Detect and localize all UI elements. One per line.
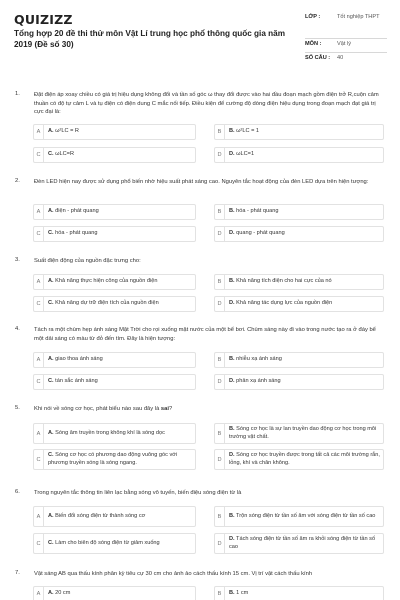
option-letter: A bbox=[34, 424, 44, 443]
question-text bbox=[34, 405, 384, 414]
option-label: C. bbox=[48, 451, 54, 458]
option-letter: C bbox=[34, 297, 44, 311]
question-text: Đặt điện áp xoay chiều có giá trị hiệu dụng không đổi và tần số góc ω thay đổi được vào hai đầu đoạn mạch gồm điện trở R,cuộn cảm thuần có độ tự cảm L và tụ điện có điện dung C mắc nối tiếp. Điều kiện để cường độ dòng điện hiệu dụng trong đoạn mạch đạt giá trị cực đại là: bbox=[34, 92, 379, 116]
option-label: D. bbox=[229, 378, 235, 385]
option-d[interactable] bbox=[214, 533, 384, 554]
option-text: Khả năng tích điện cho hai cực của nó bbox=[236, 278, 332, 285]
option-label: D. bbox=[229, 230, 235, 237]
option-letter: C bbox=[34, 534, 44, 553]
question-number: 3. bbox=[15, 257, 20, 263]
option-label: B. bbox=[229, 512, 235, 519]
option-text: tán sắc ánh sáng bbox=[55, 378, 98, 385]
meta-value: Tốt nghiệp THPT bbox=[335, 12, 387, 38]
option-a[interactable] bbox=[33, 423, 196, 444]
option-label: A. bbox=[48, 512, 54, 519]
option-letter: C bbox=[34, 375, 44, 389]
option-text: ω²LC = 1 bbox=[236, 128, 260, 135]
question-text-part: ? bbox=[168, 406, 173, 412]
meta-row-class bbox=[305, 12, 387, 38]
option-label: D. bbox=[229, 451, 235, 458]
option-label: C. bbox=[48, 151, 54, 158]
option-letter: D bbox=[215, 227, 225, 241]
option-letter: D bbox=[215, 534, 225, 553]
option-text: Khả năng tác dụng lực của nguồn điện bbox=[236, 300, 333, 307]
option-text: Khả năng dự trữ điện tích của nguồn điện bbox=[55, 300, 159, 307]
option-text: Khả năng thực hiện công của nguồn điện bbox=[55, 278, 158, 285]
option-letter: B bbox=[215, 353, 225, 367]
option-letter: B bbox=[215, 205, 225, 219]
option-label: C. bbox=[48, 539, 54, 546]
option-text: 20 cm bbox=[55, 590, 71, 597]
option-letter: C bbox=[34, 450, 44, 469]
option-a[interactable] bbox=[33, 352, 196, 368]
option-c[interactable] bbox=[33, 374, 196, 390]
option-letter: B bbox=[215, 125, 225, 139]
question-text: Suất điện động của nguồn đặc trưng cho: bbox=[34, 258, 141, 264]
option-label: B. bbox=[229, 278, 235, 285]
option-a[interactable] bbox=[33, 586, 196, 600]
option-label: D. bbox=[229, 535, 235, 542]
option-text: Biến đổi sóng điện từ thành sóng cơ bbox=[55, 512, 146, 519]
option-label: A. bbox=[48, 128, 54, 135]
question-number: 7. bbox=[15, 570, 20, 576]
option-c[interactable] bbox=[33, 147, 196, 163]
option-c[interactable] bbox=[33, 226, 196, 242]
meta-value: Vật lý bbox=[335, 38, 387, 52]
option-label: B. bbox=[229, 208, 235, 215]
option-label: B. bbox=[229, 356, 235, 363]
option-text: nhiễu xạ ánh sáng bbox=[236, 356, 282, 363]
option-d[interactable] bbox=[214, 296, 384, 312]
option-text: Sóng cơ học có phương dao động vuông góc với phương truyền sóng là sóng ngang. bbox=[48, 451, 178, 466]
option-text: hóa - phát quang bbox=[236, 208, 279, 215]
option-letter: B bbox=[215, 275, 225, 289]
document-title: Tổng hợp 20 đề thi thử môn Vật Lí trung học phổ thông quốc gia năm 2019 (Đề số 30) bbox=[14, 29, 285, 49]
question-number: 6. bbox=[15, 489, 20, 495]
option-label: A. bbox=[48, 278, 54, 285]
meta-label: LỚP : bbox=[305, 12, 335, 38]
option-text: Sóng âm truyền trong không khí là sóng dọc bbox=[55, 429, 165, 436]
option-letter: A bbox=[34, 275, 44, 289]
option-letter: D bbox=[215, 148, 225, 162]
option-label: C. bbox=[48, 300, 54, 307]
option-letter: C bbox=[34, 148, 44, 162]
option-text: Sóng cơ học là sự lan truyền dao động cơ học trong môi trường vật chất. bbox=[229, 425, 377, 440]
option-label: C. bbox=[48, 378, 54, 385]
option-text: ωLC=1 bbox=[236, 151, 255, 158]
option-text: ω²LC = R bbox=[55, 128, 79, 135]
question-text: Đèn LED hiện nay được sử dụng phổ biến nhờ hiệu suất phát sáng cao. Nguyên tắc hoạt động của đèn LED dựa trên hiện tượng: bbox=[34, 179, 369, 185]
option-c[interactable] bbox=[33, 533, 196, 554]
option-letter: A bbox=[34, 587, 44, 600]
option-text: 1 cm bbox=[236, 590, 249, 597]
option-b[interactable] bbox=[214, 124, 384, 140]
question-number: 4. bbox=[15, 326, 20, 332]
option-d[interactable] bbox=[214, 147, 384, 163]
option-letter: D bbox=[215, 375, 225, 389]
question-text-emphasis: sai bbox=[160, 406, 169, 412]
option-d[interactable] bbox=[214, 374, 384, 390]
option-text: giao thoa ánh sáng bbox=[55, 356, 103, 363]
option-a[interactable] bbox=[33, 274, 196, 290]
option-b[interactable] bbox=[214, 204, 384, 220]
meta-table bbox=[305, 12, 387, 66]
option-letter: A bbox=[34, 125, 44, 139]
page-header bbox=[0, 0, 400, 76]
option-label: C. bbox=[48, 230, 54, 237]
option-text: Sóng cơ học truyền được trong tất cả các môi trường rắn, lỏng, khí và chân không. bbox=[229, 451, 380, 466]
option-label: D. bbox=[229, 300, 235, 307]
option-text: Làm cho biên độ sóng điện từ giảm xuống bbox=[55, 539, 160, 546]
option-text: hóa - phát quang bbox=[55, 230, 98, 237]
option-a[interactable] bbox=[33, 204, 196, 220]
option-c[interactable] bbox=[33, 449, 196, 470]
option-b[interactable] bbox=[214, 586, 384, 600]
option-text: phản xạ ánh sáng bbox=[236, 378, 281, 385]
option-label: A. bbox=[48, 590, 54, 597]
meta-row-count bbox=[305, 52, 387, 66]
option-label: A. bbox=[48, 208, 54, 215]
question-text: Vật sáng AB qua thấu kính phân kỳ tiêu cự 30 cm cho ảnh ảo cách thấu kính 15 cm. Vị trí vật cách thấu kính bbox=[34, 571, 313, 577]
question-number: 5. bbox=[15, 405, 20, 411]
option-label: A. bbox=[48, 356, 54, 363]
option-a[interactable] bbox=[33, 506, 196, 527]
option-letter: A bbox=[34, 353, 44, 367]
option-text: ωLC=R bbox=[55, 151, 74, 158]
question-number: 2. bbox=[15, 178, 20, 184]
option-b[interactable] bbox=[214, 352, 384, 368]
option-text: điện - phát quang bbox=[55, 208, 99, 215]
option-b[interactable] bbox=[214, 423, 384, 444]
option-letter: D bbox=[215, 450, 225, 469]
option-d[interactable] bbox=[214, 449, 384, 470]
option-text: Trộn sóng điện từ tần số âm với sóng điện từ tần số cao bbox=[236, 512, 376, 519]
meta-label: SỐ CÂU : bbox=[305, 54, 331, 61]
quizizz-logo: QUIZIZZ bbox=[14, 12, 73, 27]
option-label: B. bbox=[229, 425, 235, 432]
meta-label: MÔN : bbox=[305, 38, 335, 52]
option-c[interactable] bbox=[33, 296, 196, 312]
question-text-part: Khi nói về sóng cơ học, phát biểu nào sau đây là bbox=[34, 406, 161, 412]
option-d[interactable] bbox=[214, 226, 384, 242]
option-text: quang - phát quang bbox=[236, 230, 285, 237]
question-number: 1. bbox=[15, 91, 20, 97]
question-text: Trong nguyên tắc thông tin liên lạc bằng sóng vô tuyến, biến điệu sóng điện từ là bbox=[34, 490, 242, 496]
option-a[interactable] bbox=[33, 124, 196, 140]
option-letter: B bbox=[215, 424, 225, 443]
option-b[interactable] bbox=[214, 274, 384, 290]
option-label: B. bbox=[229, 128, 235, 135]
option-letter: B bbox=[215, 507, 225, 526]
option-label: A. bbox=[48, 429, 54, 436]
question-text: Tách ra một chùm hẹp ánh sáng Mặt Trời cho rọi xuống mặt nước của một bể bơi. Chùm sáng này đi vào trong nước tạo ra ở đáy bể một dải sáng có màu từ đỏ đến tím. Đây là hiện tượng: bbox=[34, 327, 376, 342]
option-b[interactable] bbox=[214, 506, 384, 527]
option-letter: A bbox=[34, 205, 44, 219]
option-label: B. bbox=[229, 590, 235, 597]
option-text: Tách sóng điện từ tần số âm ra khỏi sóng điện từ tần số cao bbox=[229, 535, 376, 550]
option-letter: C bbox=[34, 227, 44, 241]
option-letter: A bbox=[34, 507, 44, 526]
meta-value: 40 bbox=[337, 54, 344, 61]
meta-row-subject bbox=[305, 38, 387, 52]
option-letter: B bbox=[215, 587, 225, 600]
option-letter: D bbox=[215, 297, 225, 311]
option-label: D. bbox=[229, 151, 235, 158]
